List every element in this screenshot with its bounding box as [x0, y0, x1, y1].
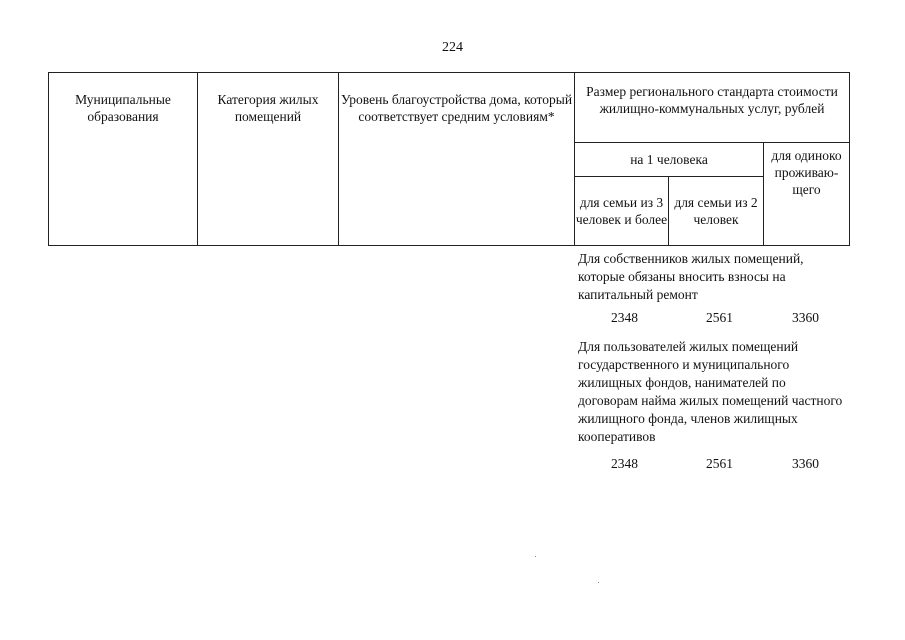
owners-values-row [578, 310, 848, 328]
standard-table [48, 72, 850, 246]
tenants-values-row [578, 456, 848, 474]
scan-speck [598, 582, 599, 583]
header-family-3: для семьи из 3 человек и более [575, 177, 669, 246]
header-municipalities: Муниципальные образования [49, 73, 198, 246]
header-standard-size: Размер регионального стандарта стоимости жилищно-коммунальных услуг, рублей [575, 73, 850, 143]
header-single: для одиноко проживаю-щего [764, 143, 850, 246]
tenants-value-single: 3360 [792, 456, 819, 471]
owners-value-family-2: 2561 [706, 310, 733, 325]
header-family-2: для семьи из 2 человек [669, 177, 764, 246]
scan-speck [535, 556, 536, 557]
header-category: Категория жилых помещений [198, 73, 339, 246]
owners-value-family-3: 2348 [611, 310, 638, 325]
tenants-value-family-2: 2561 [706, 456, 733, 471]
owners-category-title: Для собственников жилых помещений, которые обязаны вносить взносы на капитальный ремонт [578, 251, 804, 302]
header-level: Уровень благоустройства дома, который соответствует средним условиям* [339, 73, 575, 246]
tenants-value-family-3: 2348 [611, 456, 638, 471]
header-per-person: на 1 человека [575, 143, 764, 177]
owners-value-single: 3360 [792, 310, 819, 325]
tenants-category-title: Для пользователей жилых помещений государственного и муниципального жилищных фондов, нанимателей по договорам найма жилых помещений частного жилищного фонда, членов жилищных кооперативов [578, 339, 843, 444]
page-number: 224 [442, 40, 463, 55]
